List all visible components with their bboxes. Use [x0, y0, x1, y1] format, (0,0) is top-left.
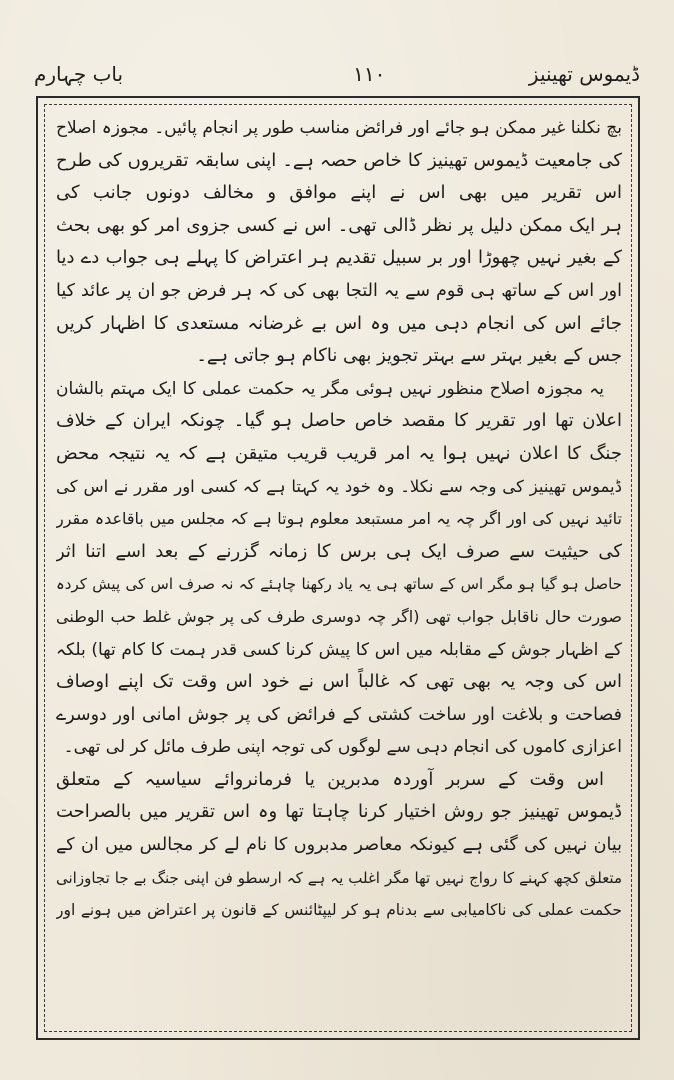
text-line: تائید نہیں کی اور اگر چہ یہ امر مستبعد معلوم ہوتا ہے کہ مجلس میں باقاعدہ مقرر [56, 509, 622, 529]
text-line: بیان نہیں کی گئی ہے کیونکہ معاصر مدبروں کا نام لے کر مجالس میں ان کے [56, 835, 622, 856]
body-text [56, 112, 622, 1024]
page-header [30, 54, 644, 94]
text-line: صورت حال ناقابل جواب تھی (اگر چہ دوسری طرف کی پر جوش غلط حب الوطنی [56, 606, 622, 626]
text-line: کے اظہار جوش کے مقابلہ میں اس کا پیش کرنا کسی قدر ہمت کا کام تھا) بلکہ [56, 639, 622, 660]
text-line: اور اس کے ساتھ ہی قوم سے یہ التجا بھی کی کہ ہر فرض جو ان پر عائد کیا [56, 280, 622, 301]
chapter-title: باب چہارم [34, 62, 124, 86]
text-line: یہ مجوزہ اصلاح منظور نہیں ہوئی مگر یہ حکمت عملی کا ایک مہتم بالشان [56, 378, 604, 399]
text-line: اس کی وجہ یہ بھی تھی کہ غالباً اس نے خود اس وقت تک اپنے اوصاف [56, 671, 622, 693]
text-line: ڈیموس تھینیز کی وجہ سے نکلا۔ وہ خود یہ کہتا ہے کہ کسی اور مقرر نے اس کی [56, 476, 622, 496]
text-line: ہر ایک ممکن دلیل پر نظر ڈالی تھی۔ اس نے کسی جزوی امر کو بھی بحث [56, 214, 622, 236]
text-line: متعلق کچھ کہنے کا رواج نہیں تھا مگر اغلب یہ ہے کہ ارسطو فن اپنی جنگ بے جا تجاوزانی [56, 868, 622, 887]
text-line: جنگ کا اعلان نہیں ہوا یہ امر قریب قریب متیقن ہے کہ یہ نتیجہ محض [56, 442, 622, 464]
text-line: اعلان تھا اور تقریر کا مقصد خاص حاصل ہو گیا۔ چونکہ ایران کے خلاف [56, 410, 622, 432]
text-line: اعزازی کاموں کی انجام دہی سے لوگوں کی توجہ اپنی طرف مائل کر لی تھی۔ [63, 737, 622, 758]
running-title: ڈیموس تھینیز [528, 62, 640, 86]
text-line: فصاحت و بلاغت اور ساخت کشتی کے فرائض کی پر جوش امانی اور دوسرے [56, 704, 622, 725]
text-line: حاصل ہو گیا ہو مگر اس کے ساتھ ہی یہ یاد رکھنا چاہئے کہ نہ صرف اس کی پیش کردہ [56, 575, 622, 594]
text-line: جائے اس کی انجام دہی میں وہ اس بے غرضانہ مستعدی کا اظہار کریں [56, 312, 622, 334]
text-line: حکمت عملی کی ناکامیابی سے بدنام ہو کر لیپٹائنس کے قانون پر اعتراض میں ہونے اور [56, 901, 622, 920]
page-number: ۱۱۰ [353, 62, 386, 86]
text-line: کی حیثیت سے صرف ایک ہی برس کا زمانہ گزرنے کے بعد اسے اتنا اثر [56, 540, 622, 562]
text-line: بچ نکلنا غیر ممکن ہو جائے اور فرائض مناسب طور پر انجام پائیں۔ مجوزہ اصلاح [56, 118, 622, 138]
text-line: اس وقت کے سربر آوردہ مدبرین یا فرمانروائے سیاسیہ کے متعلق [56, 768, 604, 790]
text-line: جس کے بغیر بہتر سے بہتر تجویز بھی ناکام ہو جاتی ہے۔ [196, 345, 622, 367]
text-line: اس تقریر میں بھی اس نے اپنے موافق و مخالف دونوں جانب کی [56, 182, 622, 204]
text-line: ڈیموس تھینیز جو روش اختیار کرنا چاہتا تھا وہ اس تقریر میں بالصراحت [56, 801, 622, 823]
text-line: کی جامعیت ڈیموس تھینیز کا خاص حصہ ہے۔ اپنی سابقہ تقریروں کی طرح [56, 149, 622, 171]
text-line: کے بغیر نہیں چھوڑا اور بر سبیل تقدیم ہر اعتراض کا پہلے ہی جواب دے دیا [56, 247, 622, 269]
